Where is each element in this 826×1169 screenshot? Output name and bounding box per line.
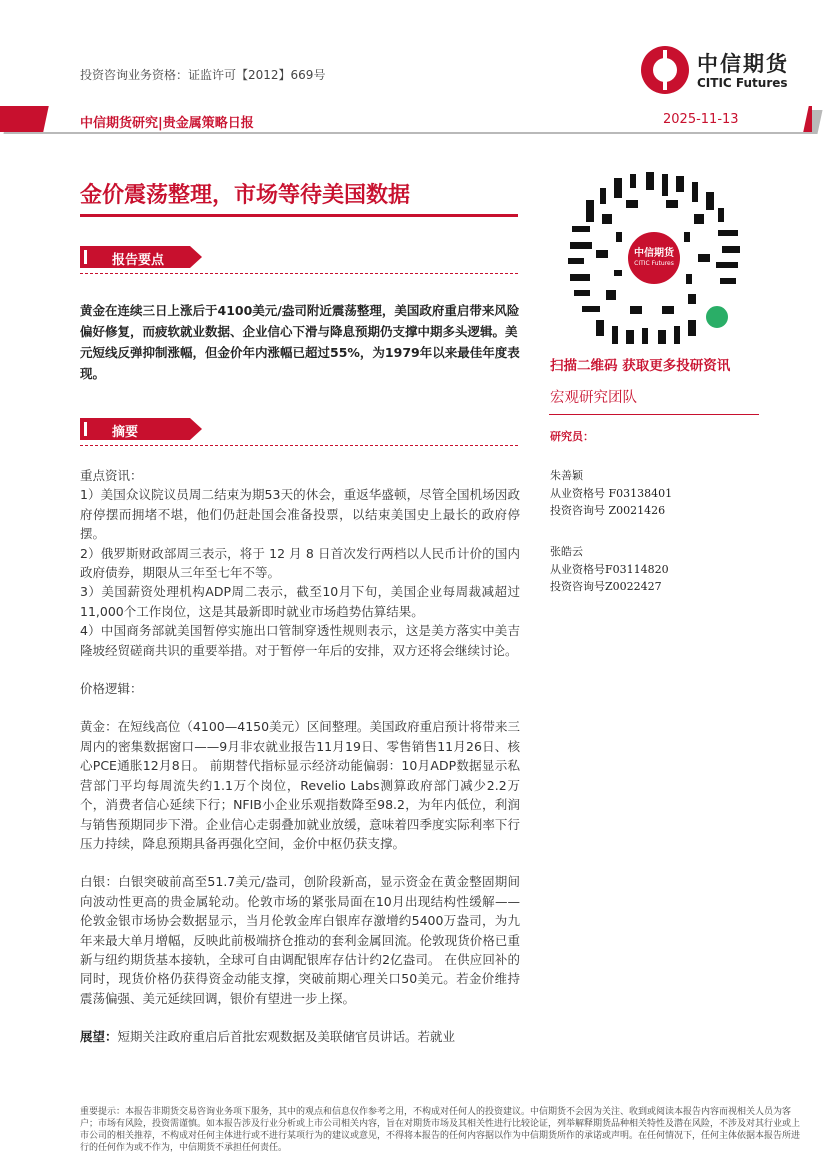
analyst-advisory: 投资咨询号Z0022427 xyxy=(550,580,662,593)
research-team: 宏观研究团队 xyxy=(550,390,637,406)
report-header-bar xyxy=(0,104,826,138)
section-summary xyxy=(80,418,520,446)
disclaimer: 重要提示：本报告非期货交易咨询业务项下服务，其中的观点和信息仅作参考之用，不构成对任何人的投资建议。中信期货不会因为关注、收到或阅读本报告内容而视相关人员为客户；市场有风险，投资需谨慎。如本报告涉及行业分析或上市公司相关内容，旨在对期货市场及其相关性进行比较论证，列举解释期货品种相关特性及潜在风险，不涉及对其行业或上市公司的相关推荐，不构成对任何主体进行或不进行某项行为的建议或意见，不得将本报告的任何内容据以作为中信期货所作的承诺或声明。在任何情况下，任何主体依据本报告所进行的任何作为或不作为，中信期货不承担任何责任。 xyxy=(80,1107,801,1153)
page-title: 金价震荡整理，市场等待美国数据 xyxy=(80,183,411,208)
silver-paragraph: 白银：白银突破前高至51.7美元/盎司，创阶段新高，显示资金在黄金整固期间向波动性更高的贵金属轮动。伦敦市场的紧张局面在10月出现结构性缓解——伦敦金银市场协会数据显示，当月伦敦金库白银库存激增约5400万盎司，为九年来最大单月增幅，反映此前极端挤仓推动的套利金属回流。伦敦现货价格已重新与纽约期货基本接轨，全球可自由调配银库存估计约2亿盎司。 在供应回补的同时，现货价格仍获得资金动能支撑，突破前期心理关口50美元。若金价维持震荡偏强、美元延续回调，银价有望进一步上探。 xyxy=(80,874,520,1006)
news-item: 1）美国众议院议员周二结束为期53天的休会，重返华盛顿，尽管全国机场因政府停摆而拥堵不堪，他们仍赶赴国会准备投票，以结束美国史上最长的政府停摆。 xyxy=(80,487,520,542)
title-divider xyxy=(80,214,518,217)
news-item: 4）中国商务部就美国暂停实施出口管制穿透性规则表示，这是美方落实中美吉隆坡经贸磋商共识的重要举措。对于暂停一年后的安排，双方还将会继续讨论。 xyxy=(80,623,520,658)
outlook-paragraph xyxy=(80,1027,520,1046)
researchers-label: 研究员： xyxy=(550,430,594,443)
news-heading: 重点资讯： xyxy=(80,468,143,483)
mini-program-icon xyxy=(704,304,730,330)
qr-logo-cn: 中信期货 xyxy=(634,248,674,259)
team-divider xyxy=(549,414,759,415)
outlook-text: 短期关注政府重启后首批宏观数据及美联储官员讲话。若就业 xyxy=(117,1029,456,1045)
news-item: 2）俄罗斯财政部周三表示，将于 12 月 8 日首次发行两档以人民币计价的国内政府债券，期限从三年至七年不等。 xyxy=(80,545,520,581)
qr-caption: 扫描二维码 获取更多投研资讯 xyxy=(550,358,731,374)
section-label: 报告要点 xyxy=(112,253,165,268)
report-series: 中信期货研究|贵金属策略日报 xyxy=(80,116,254,131)
analyst-card xyxy=(550,543,669,596)
citic-logo-icon xyxy=(641,46,689,94)
analyst-advisory: 投资咨询号 Z0021426 xyxy=(550,504,666,517)
news-item: 3）美国薪资处理机构ADP周二表示，截至10月下旬，美国企业每周裁减超过11,000个工作岗位，这是其最新即时就业市场趋势估算结果。 xyxy=(80,584,520,619)
section-label: 摘要 xyxy=(112,425,139,440)
analyst-name: 朱善颖 xyxy=(550,469,583,482)
logic-heading: 价格逻辑： xyxy=(80,681,143,697)
report-date: 2025-11-13 xyxy=(663,112,739,127)
analyst-qualification: 从业资格号F03114820 xyxy=(550,562,669,576)
qr-code[interactable] xyxy=(566,170,742,346)
analyst-name: 张皓云 xyxy=(550,545,583,558)
analyst-qualification: 从业资格号 F03138401 xyxy=(550,486,673,500)
section-key-points xyxy=(80,246,520,274)
key-points-text: 黄金在连续三日上涨后于4100美元/盎司附近震荡整理，美国政府重启带来风险偏好修复，而疲软就业数据、企业信心下滑与降息预期仍支撑中期多头逻辑。美元短线反弹抑制涨幅，但金价年内涨幅已超过55%，为1979年以来最佳年度表现。 xyxy=(80,303,520,381)
summary-body xyxy=(80,466,520,1047)
logo-en: CITIC Futures xyxy=(697,76,788,90)
outlook-label: 展望： xyxy=(80,1029,118,1045)
citic-futures-logo xyxy=(641,46,806,94)
logo-cn: 中信期货 xyxy=(697,52,789,76)
qr-center-logo xyxy=(624,228,684,288)
qr-logo-en: CITIC Futures xyxy=(634,260,674,267)
gold-paragraph: 黄金：在短线高位（4100—4150美元）区间整理。美国政府重启预计将带来三周内的密集数据窗口——9月非农就业报告11月19日、零售销售11月26日、核心PCE通胀12月8日。 前期替代指标显示经济动能偏弱：10月ADP数据显示私营部门平均每周流失约1.1万个岗位，Revelio Labs测算政府部门减少2.2万个，消费者信心延续下行；NFIB小企业乐观指数降至98.2，为年内低位，利润与销售预期同步下滑。企业信心走弱叠加就业放缓，意味着四季度实际利率下行压力持续，降息预期具备再强化空间，金价中枢仍获支撑。 xyxy=(80,719,520,851)
analyst-card xyxy=(550,467,672,520)
license-text: 投资咨询业务资格：证监许可【2012】669号 xyxy=(80,68,326,82)
